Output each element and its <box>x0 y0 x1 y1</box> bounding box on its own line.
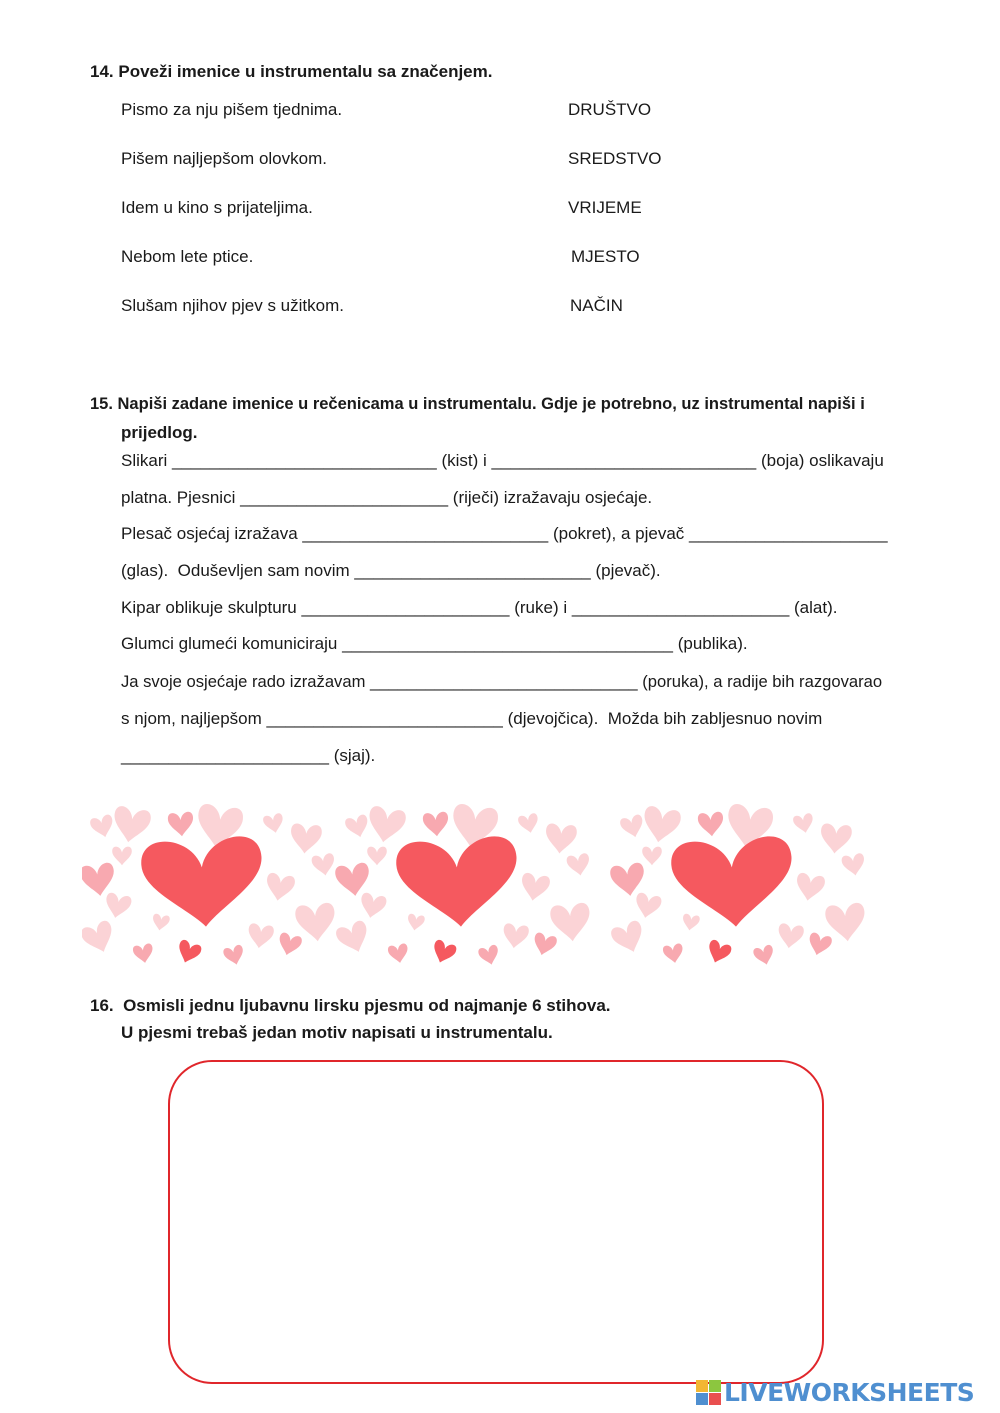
small-heart-icon <box>544 823 577 855</box>
ex14-meaning[interactable]: SREDSTVO <box>568 149 662 168</box>
small-heart-icon <box>344 814 371 840</box>
small-heart-icon <box>566 853 592 878</box>
liveworksheets-logo-icon <box>696 1380 722 1406</box>
ex15-title: 15. Napiši zadane imenice u rečenicama u instrumentalu. Gdje je potrebno, uz instrumental napiši i <box>90 395 865 413</box>
ex15-fill-line[interactable]: Plesač osjećaj izražava __________________________ (pokret), a pjevač _____________________ <box>121 524 888 543</box>
ex15-fill-line[interactable]: Kipar oblikuje skulpturu ______________________ (ruke) i _______________________ (alat). <box>121 598 838 617</box>
ex14-sentence: Pismo za nju pišem tjednima. <box>121 100 343 119</box>
small-heart-icon <box>752 944 776 965</box>
small-heart-icon <box>103 892 133 921</box>
small-heart-icon <box>501 923 529 950</box>
small-heart-icon <box>697 811 724 837</box>
small-heart-icon <box>276 932 303 958</box>
small-heart-icon <box>794 872 826 903</box>
small-heart-icon <box>681 913 700 932</box>
ex15-fill-line[interactable]: platna. Pjesnici ______________________ (riječi) izražavaju osjećaje. <box>121 488 653 507</box>
small-heart-icon <box>406 913 425 932</box>
small-heart-icon <box>174 939 202 965</box>
small-heart-icon <box>519 872 551 903</box>
ex14-title: 14. Poveži imenice u instrumentalu sa značenjem. <box>90 62 493 81</box>
small-heart-icon <box>704 939 732 965</box>
small-heart-icon <box>294 902 337 943</box>
ex16-title: 16. Osmisli jednu ljubavnu lirsku pjesmu od najmanje 6 stihova. <box>90 996 611 1015</box>
small-heart-icon <box>477 944 501 965</box>
ex15-fill-line[interactable]: Glumci glumeći komuniciraju ___________________________________ (publika). <box>121 634 748 653</box>
small-heart-icon <box>640 805 682 845</box>
small-heart-icon <box>429 939 457 965</box>
small-heart-icon <box>311 853 337 878</box>
small-heart-icon <box>422 811 449 837</box>
small-heart-icon <box>609 919 648 957</box>
small-heart-icon <box>151 913 170 932</box>
ex14-sentence: Nebom lete ptice. <box>121 247 254 266</box>
ex14-meaning[interactable]: DRUŠTVO <box>568 100 652 119</box>
ex15-fill-line[interactable]: s njom, najljepšom _________________________ (djevojčica). Možda bih zabljesnuo novim <box>121 709 823 728</box>
small-heart-icon <box>89 814 116 840</box>
small-heart-icon <box>642 847 662 866</box>
small-heart-icon <box>222 944 246 965</box>
small-heart-icon <box>517 813 540 835</box>
small-heart-icon <box>776 923 804 950</box>
ex14-meaning[interactable]: NAČIN <box>570 296 623 315</box>
hearts-banner-image <box>82 795 878 965</box>
small-heart-icon <box>262 813 285 835</box>
small-heart-icon <box>110 805 152 845</box>
ex15-title-cont: prijedlog. <box>121 423 198 442</box>
ex14-meaning[interactable]: MJESTO <box>571 247 640 266</box>
small-heart-icon <box>132 943 155 965</box>
ex14-meaning[interactable]: VRIJEME <box>568 198 642 217</box>
small-heart-icon <box>531 932 558 958</box>
small-heart-icon <box>824 902 867 943</box>
liveworksheets-logo-text: LIVEWORKSHEETS <box>724 1378 975 1407</box>
ex14-sentence: Pišem najljepšom olovkom. <box>121 149 327 168</box>
ex14-sentence: Idem u kino s prijateljima. <box>121 198 313 217</box>
ex15-fill-line[interactable]: Slikari ____________________________ (kist) i ____________________________ (boja) oslikavaju <box>121 451 884 470</box>
small-heart-icon <box>633 892 663 921</box>
small-heart-icon <box>289 823 322 855</box>
small-heart-icon <box>358 892 388 921</box>
small-heart-icon <box>792 813 815 835</box>
small-heart-icon <box>264 872 296 903</box>
small-heart-icon <box>167 811 194 837</box>
small-heart-icon <box>662 943 685 965</box>
small-heart-icon <box>367 847 387 866</box>
small-heart-icon <box>334 919 373 957</box>
small-heart-icon <box>819 823 852 855</box>
ex15-fill-line[interactable]: ______________________ (sjaj). <box>121 746 376 765</box>
small-heart-icon <box>246 923 274 950</box>
small-heart-icon <box>82 919 118 957</box>
ex15-fill-line[interactable]: Ja svoje osjećaje rado izražavam _____________________________ (poruka), a radije bih razgovarao <box>121 672 883 691</box>
small-heart-icon <box>387 943 410 965</box>
poem-answer-box[interactable] <box>168 1060 824 1384</box>
small-heart-icon <box>112 847 132 866</box>
small-heart-icon <box>841 853 867 878</box>
small-heart-icon <box>619 814 646 840</box>
ex16-subtitle: U pjesmi trebaš jedan motiv napisati u instrumentalu. <box>121 1023 553 1042</box>
small-heart-icon <box>549 902 592 943</box>
small-heart-icon <box>365 805 407 845</box>
ex14-sentence: Slušam njihov pjev s užitkom. <box>121 296 344 315</box>
ex15-fill-line[interactable]: (glas). Oduševljen sam novim _________________________ (pjevač). <box>121 561 661 580</box>
small-heart-icon <box>806 932 833 958</box>
